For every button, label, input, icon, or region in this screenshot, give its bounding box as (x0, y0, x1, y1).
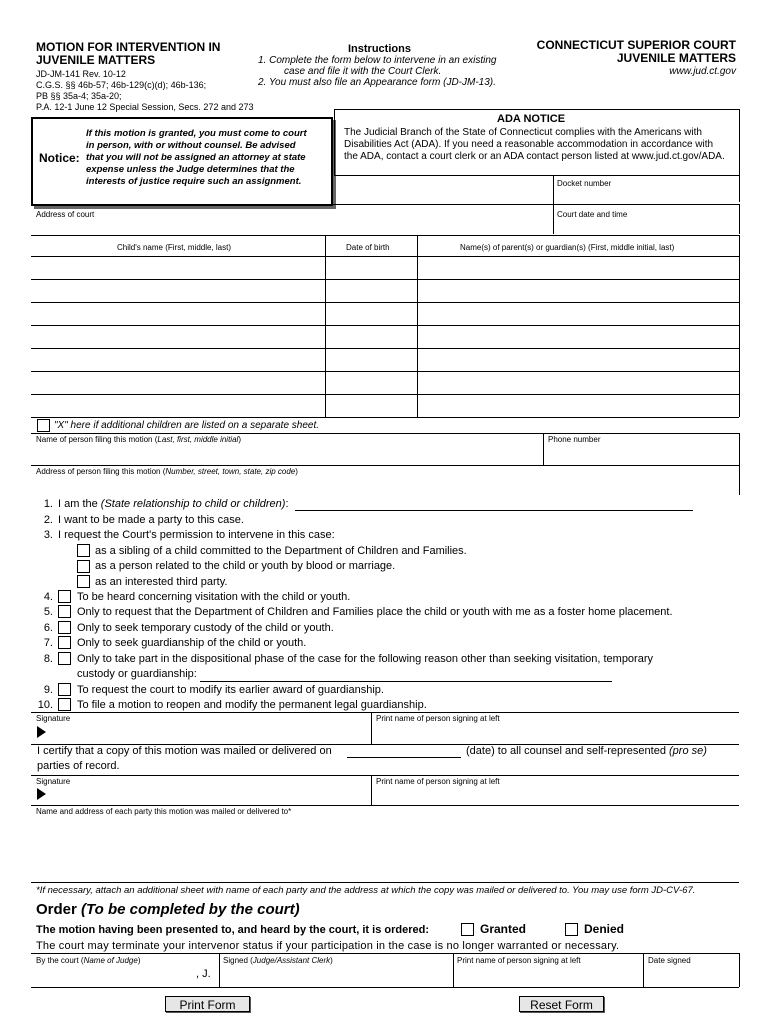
print-name2-label: Print name of person signing at left (376, 777, 500, 786)
court-line1: CONNECTICUT SUPERIOR COURT (536, 38, 736, 52)
notice-line2: in person, with or without counsel. Be advised (86, 140, 296, 151)
order-title-italic: (To be completed by the court) (81, 901, 300, 918)
item1-colon: : (285, 498, 289, 510)
item9-number: 9. (43, 684, 53, 696)
certify-line2: parties of record. (37, 760, 120, 772)
additional-children-checkbox[interactable] (37, 419, 50, 432)
granted-label: Granted (480, 922, 527, 936)
sibling-label: as a sibling of a child committed to the Department of Children and Families. (95, 545, 467, 557)
signature2-label: Signature (36, 777, 71, 786)
item6-checkbox[interactable] (58, 621, 71, 634)
mailed-to-label: Name and address of each party this motion was mailed or delivered to* (36, 807, 292, 816)
address-of-court-field[interactable] (34, 220, 549, 232)
signature2-field[interactable] (50, 786, 368, 802)
phone-number-field[interactable] (546, 447, 736, 461)
court-website[interactable]: www.jud.ct.gov (669, 66, 736, 77)
ada-line1: The Judicial Branch of the State of Connecticut complies with the Americans with (344, 127, 702, 138)
item4-checkbox[interactable] (58, 590, 71, 603)
order-print-name-label: Print name of person signing at left (457, 956, 581, 965)
item2-text: I want to be made a party to this case. (58, 514, 244, 526)
item4-text: To be heard concerning visitation with the child or youth. (77, 591, 351, 603)
item5-checkbox[interactable] (58, 605, 71, 618)
reset-form-button[interactable]: Reset Form (519, 996, 604, 1012)
reason-field[interactable] (200, 681, 612, 682)
related-label: as a person related to the child or youth by blood or marriage. (95, 560, 396, 572)
sign-here-arrow-icon-2 (37, 788, 46, 800)
item8-text: Only to take part in the dispositional phase of the case for the following reason other than seeking visitation, temporary (77, 653, 653, 665)
item7-number: 7. (43, 637, 53, 649)
instruction1: 1. Complete the form below to intervene in an existing (258, 55, 497, 66)
docket-number-field[interactable] (556, 190, 736, 202)
item1-number: 1. (43, 498, 53, 510)
terminate-text: The court may terminate your intervenor status if your participation in the case is no longer warranted or necessary. (36, 940, 620, 952)
certify-text-end (466, 745, 707, 758)
certify-text: I certify that a copy of this motion was mailed or delivered on (37, 745, 332, 757)
item10-checkbox[interactable] (58, 698, 71, 711)
relationship-field[interactable] (295, 510, 693, 511)
notice-line4: expense unless the Judge determines that the (86, 164, 295, 175)
denied-label: Denied (584, 922, 625, 936)
phone-number-label: Phone number (548, 435, 601, 444)
title-line1: MOTION FOR INTERVENTION IN (36, 40, 221, 54)
filer-name-label (36, 435, 241, 445)
filer-address-label-italic: Number, street, town, state, zip code (165, 467, 296, 476)
signed-label-end: ) (330, 956, 333, 965)
judge-suffix: , J. (196, 968, 211, 980)
form-id: JD-JM-141 Rev. 10-12 (36, 69, 126, 79)
item7-checkbox[interactable] (58, 636, 71, 649)
order-print-name-field[interactable] (456, 968, 640, 984)
hearing-text: The motion having been presented to, and heard by the court, it is ordered: (36, 924, 429, 936)
signed-label (223, 956, 333, 966)
third-party-label: as an interested third party. (95, 576, 228, 588)
by-court-label-italic: Name of Judge (83, 956, 138, 965)
print-form-button[interactable]: Print Form (165, 996, 250, 1012)
court-name (537, 39, 736, 65)
notice-label: Notice: (39, 151, 80, 165)
item7-text: Only to seek guardianship of the child or youth. (77, 637, 307, 649)
filer-address-label-text: Address of person filing this motion ( (36, 467, 166, 476)
form-id-block (36, 69, 254, 113)
item6-number: 6. (43, 622, 53, 634)
judge-signature-field[interactable] (222, 968, 450, 984)
certify-pro-se: (pro se) (669, 745, 707, 757)
certify-date-text: (date) to all counsel and self-represented (466, 745, 670, 757)
date-signed-field[interactable] (646, 968, 736, 984)
ada-text (344, 127, 725, 163)
item1-text (58, 498, 289, 511)
ada-title: ADA NOTICE (497, 113, 566, 125)
filer-name-label-italic: Last, first, middle initial (157, 435, 239, 444)
ada-line3: the ADA, contact a court clerk or an ADA contact person listed at www.jud.ct.gov/ADA. (344, 151, 725, 162)
court-date-time-field[interactable] (556, 220, 736, 232)
item3-text: I request the Court's permission to intervene in this case: (58, 529, 335, 541)
item8-number: 8. (43, 653, 53, 665)
item8-text2: custody or guardianship: (77, 668, 197, 680)
signed-label-italic: Judge/Assistant Clerk (252, 956, 331, 965)
instruction1-cont: case and file it with the Court Clerk. (284, 66, 442, 77)
ada-line2: Disabilities Act (ADA). If you need a reasonable accommodation in accordance with (344, 139, 714, 150)
certify-date-field[interactable] (347, 757, 461, 758)
filer-name-label-text: Name of person filing this motion ( (36, 435, 158, 444)
signature-label: Signature (36, 714, 71, 723)
order-title (36, 901, 300, 918)
statute1: C.G.S. §§ 46b-57; 46b-129(c)(d); 46b-136; (36, 80, 207, 90)
notice-text (86, 128, 307, 188)
date-signed-label: Date signed (648, 956, 691, 965)
statute3: P.A. 12-1 June 12 Special Session, Secs. 272 and 273 (36, 102, 254, 112)
dob-header: Date of birth (346, 243, 390, 252)
by-court-label (36, 956, 141, 966)
related-checkbox[interactable] (77, 560, 90, 573)
address-of-court-label: Address of court (36, 210, 95, 219)
signature-field[interactable] (50, 724, 368, 740)
court-date-time-label: Court date and time (557, 210, 628, 219)
signed-label-text: Signed ( (223, 956, 253, 965)
child-name-header: Child's name (First, middle, last) (117, 243, 231, 252)
notice-line1: If this motion is granted, you must come to court (86, 128, 307, 139)
denied-checkbox[interactable] (565, 923, 578, 936)
sibling-checkbox[interactable] (77, 544, 90, 557)
statute2: PB §§ 35a-4; 35a-20; (36, 91, 122, 101)
item9-checkbox[interactable] (58, 683, 71, 696)
title-line2: JUVENILE MATTERS (36, 53, 156, 67)
instructions-title: Instructions (348, 43, 411, 55)
item6-text: Only to seek temporary custody of the child or youth. (77, 622, 334, 634)
print-name-label: Print name of person signing at left (376, 714, 500, 723)
by-court-label-text: By the court ( (36, 956, 84, 965)
by-court-label-end: ) (137, 956, 141, 965)
item9-text: To request the court to modify its earlier award of guardianship. (77, 684, 384, 696)
mailed-to-field[interactable] (34, 820, 736, 880)
item10-text: To file a motion to reopen and modify the permanent legal guardianship. (77, 699, 427, 711)
form-title (36, 41, 220, 67)
court-line2: JUVENILE MATTERS (616, 51, 736, 65)
instruction2: 2. You must also file an Appearance form (JD-JM-13). (258, 77, 496, 88)
sign-here-arrow-icon (37, 726, 46, 738)
judge-name-field[interactable] (34, 968, 194, 984)
filer-name-label-end: ) (238, 435, 241, 444)
item10-number: 10. (37, 699, 53, 711)
filer-address-label (36, 467, 298, 477)
notice-line5: interests of justice require such an assignment. (86, 176, 302, 187)
item1-text-plain: I am the (58, 498, 101, 510)
filer-address-label-end: ) (295, 467, 298, 476)
docket-number-label: Docket number (557, 179, 612, 188)
order-title-text: Order (36, 901, 82, 918)
item1-text-italic: (State relationship to child or children) (100, 498, 286, 510)
parent-header: Name(s) of parent(s) or guardian(s) (First, middle initial, last) (460, 243, 675, 252)
item5-number: 5. (43, 606, 53, 618)
item8-checkbox[interactable] (58, 652, 71, 665)
footnote: *If necessary, attach an additional sheet with name of each party and the address at which the copy was mailed or delivered to. You may use form JD-CV-67. (36, 885, 696, 896)
instructions-list (258, 55, 496, 88)
filer-name-field[interactable] (34, 447, 539, 461)
print-name-field[interactable] (374, 724, 736, 740)
additional-children-label: "X" here if additional children are listed on a separate sheet. (54, 420, 320, 431)
item5-text: Only to request that the Department of Children and Families place the child or youth with me as a foster home placement. (77, 606, 673, 618)
third-party-checkbox[interactable] (77, 575, 90, 588)
filer-address-field[interactable] (34, 479, 736, 493)
item2-number: 2. (43, 514, 53, 526)
item4-number: 4. (43, 591, 53, 603)
print-name2-field[interactable] (374, 786, 736, 802)
granted-checkbox[interactable] (461, 923, 474, 936)
item3-number: 3. (43, 529, 53, 541)
notice-line3: that you will not be assigned an attorney at state (86, 152, 306, 163)
